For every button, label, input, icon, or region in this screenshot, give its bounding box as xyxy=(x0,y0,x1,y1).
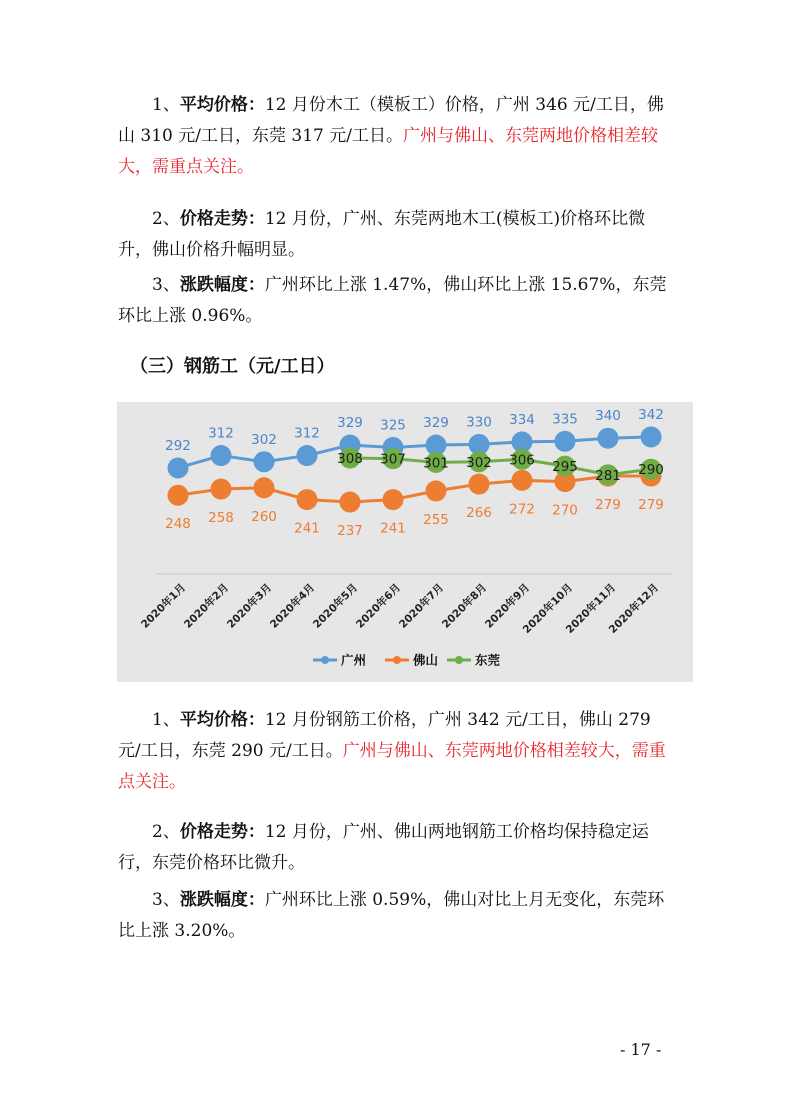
item-label: 涨跌幅度： xyxy=(179,890,265,910)
data-label: 292 xyxy=(165,437,191,454)
legend-label: 东莞 xyxy=(475,652,501,668)
highlight-text: 广州与佛山、东莞两地价格相差较大，需重点关注。 xyxy=(118,741,666,792)
x-tick-label: 2020年1月 xyxy=(138,581,189,631)
data-label: 248 xyxy=(165,516,191,533)
data-label: 330 xyxy=(466,414,492,431)
data-label: 290 xyxy=(638,462,664,479)
item-number: 3、 xyxy=(152,275,180,295)
data-label: 279 xyxy=(638,497,664,514)
data-label: 342 xyxy=(638,406,664,423)
item-number: 3、 xyxy=(152,890,180,910)
item-label: 涨跌幅度： xyxy=(179,275,265,295)
item-text: 12 月份钢筋工价格，广州 342 元/工日，佛山 279 元/工日，东莞 290 元/工日。 xyxy=(118,710,651,761)
data-point xyxy=(340,492,361,513)
data-point xyxy=(555,431,576,452)
data-point xyxy=(168,457,189,478)
legend-marker xyxy=(393,656,401,664)
highlight-text: 广州与佛山、东莞两地价格相差较大，需重点关注。 xyxy=(118,126,658,177)
data-point xyxy=(383,489,404,510)
data-label: 270 xyxy=(552,502,578,519)
data-point xyxy=(254,451,275,472)
data-label: 241 xyxy=(380,520,406,537)
data-label: 307 xyxy=(380,451,406,468)
data-label: 335 xyxy=(552,411,578,428)
legend-marker xyxy=(455,656,463,664)
data-label: 302 xyxy=(251,431,277,448)
data-label: 334 xyxy=(509,411,535,428)
data-label: 255 xyxy=(423,511,449,528)
data-label: 306 xyxy=(509,452,535,469)
data-label: 312 xyxy=(208,425,234,442)
x-tick-label: 2020年3月 xyxy=(224,581,275,631)
paragraph-rebar-avg-price xyxy=(118,705,674,798)
item-text: 12 月份，广州、佛山两地钢筋工价格均保持稳定运行，东莞价格环比微升。 xyxy=(118,822,649,873)
data-label: 281 xyxy=(595,467,621,484)
section-heading: （三）钢筋工（元/工日） xyxy=(130,356,335,377)
item-label: 价格走势： xyxy=(179,822,265,842)
data-label: 260 xyxy=(251,508,277,525)
x-tick-label: 2020年4月 xyxy=(267,581,318,631)
data-point xyxy=(512,470,533,491)
item-text: 广州环比上涨 0.59%，佛山对比上月无变化，东莞环比上涨 3.20%。 xyxy=(118,890,665,941)
paragraph-wood-avg-price xyxy=(118,90,674,183)
x-tick-label: 2020年12月 xyxy=(606,581,662,636)
paragraph-rebar-trend xyxy=(118,817,674,879)
data-label: 302 xyxy=(466,454,492,471)
item-text: 12 月份，广州、东莞两地木工(模板工)价格环比微升，佛山价格升幅明显。 xyxy=(118,209,646,260)
data-point xyxy=(426,480,447,501)
data-point xyxy=(254,477,275,498)
data-point xyxy=(211,445,232,466)
paragraph-wood-change xyxy=(118,270,674,332)
paragraph-rebar-change xyxy=(118,885,674,947)
item-text: 12 月份木工（模板工）价格，广州 346 元/工日，佛山 310 元/工日，东莞 317 元/工日。 xyxy=(118,95,664,146)
item-label: 平均价格： xyxy=(179,710,265,730)
data-label: 340 xyxy=(595,408,621,425)
data-point xyxy=(297,445,318,466)
item-label: 平均价格： xyxy=(179,95,265,115)
legend-label: 佛山 xyxy=(413,652,439,668)
x-tick-label: 2020年6月 xyxy=(353,581,404,631)
legend-label: 广州 xyxy=(341,652,367,668)
item-number: 2、 xyxy=(152,822,180,842)
data-label: 329 xyxy=(337,415,363,432)
data-label: 295 xyxy=(552,459,578,476)
data-point xyxy=(297,489,318,510)
data-point xyxy=(641,426,662,447)
x-tick-label: 2020年11月 xyxy=(563,581,619,636)
x-tick-label: 2020年2月 xyxy=(181,581,232,631)
data-label: 301 xyxy=(423,455,449,472)
data-point xyxy=(211,479,232,500)
item-number: 1、 xyxy=(152,710,180,730)
item-text: 广州环比上涨 1.47%，佛山环比上涨 15.67%，东莞环比上涨 0.96%。 xyxy=(118,275,667,326)
data-label: 266 xyxy=(466,505,492,522)
data-label: 325 xyxy=(380,417,406,434)
x-tick-label: 2020年10月 xyxy=(520,581,576,636)
x-tick-label: 2020年7月 xyxy=(396,581,447,631)
data-label: 312 xyxy=(294,425,320,442)
page-number: - 17 - xyxy=(620,1040,662,1059)
item-label: 价格走势： xyxy=(179,209,265,229)
data-point xyxy=(168,485,189,506)
data-point xyxy=(598,428,619,449)
data-label: 272 xyxy=(509,501,535,518)
legend-marker xyxy=(321,656,329,664)
x-tick-label: 2020年5月 xyxy=(310,581,361,631)
item-number: 1、 xyxy=(152,95,180,115)
data-label: 241 xyxy=(294,520,320,537)
data-label: 329 xyxy=(423,415,449,432)
data-label: 258 xyxy=(208,510,234,527)
data-label: 308 xyxy=(337,451,363,468)
item-number: 2、 xyxy=(152,209,180,229)
data-label: 237 xyxy=(337,523,363,540)
paragraph-wood-trend xyxy=(118,204,674,266)
data-label: 279 xyxy=(595,497,621,514)
chart-svg xyxy=(117,402,693,682)
x-tick-label: 2020年9月 xyxy=(482,581,533,631)
rebar-price-chart xyxy=(117,402,693,682)
x-tick-label: 2020年8月 xyxy=(439,581,490,631)
data-point xyxy=(469,474,490,495)
